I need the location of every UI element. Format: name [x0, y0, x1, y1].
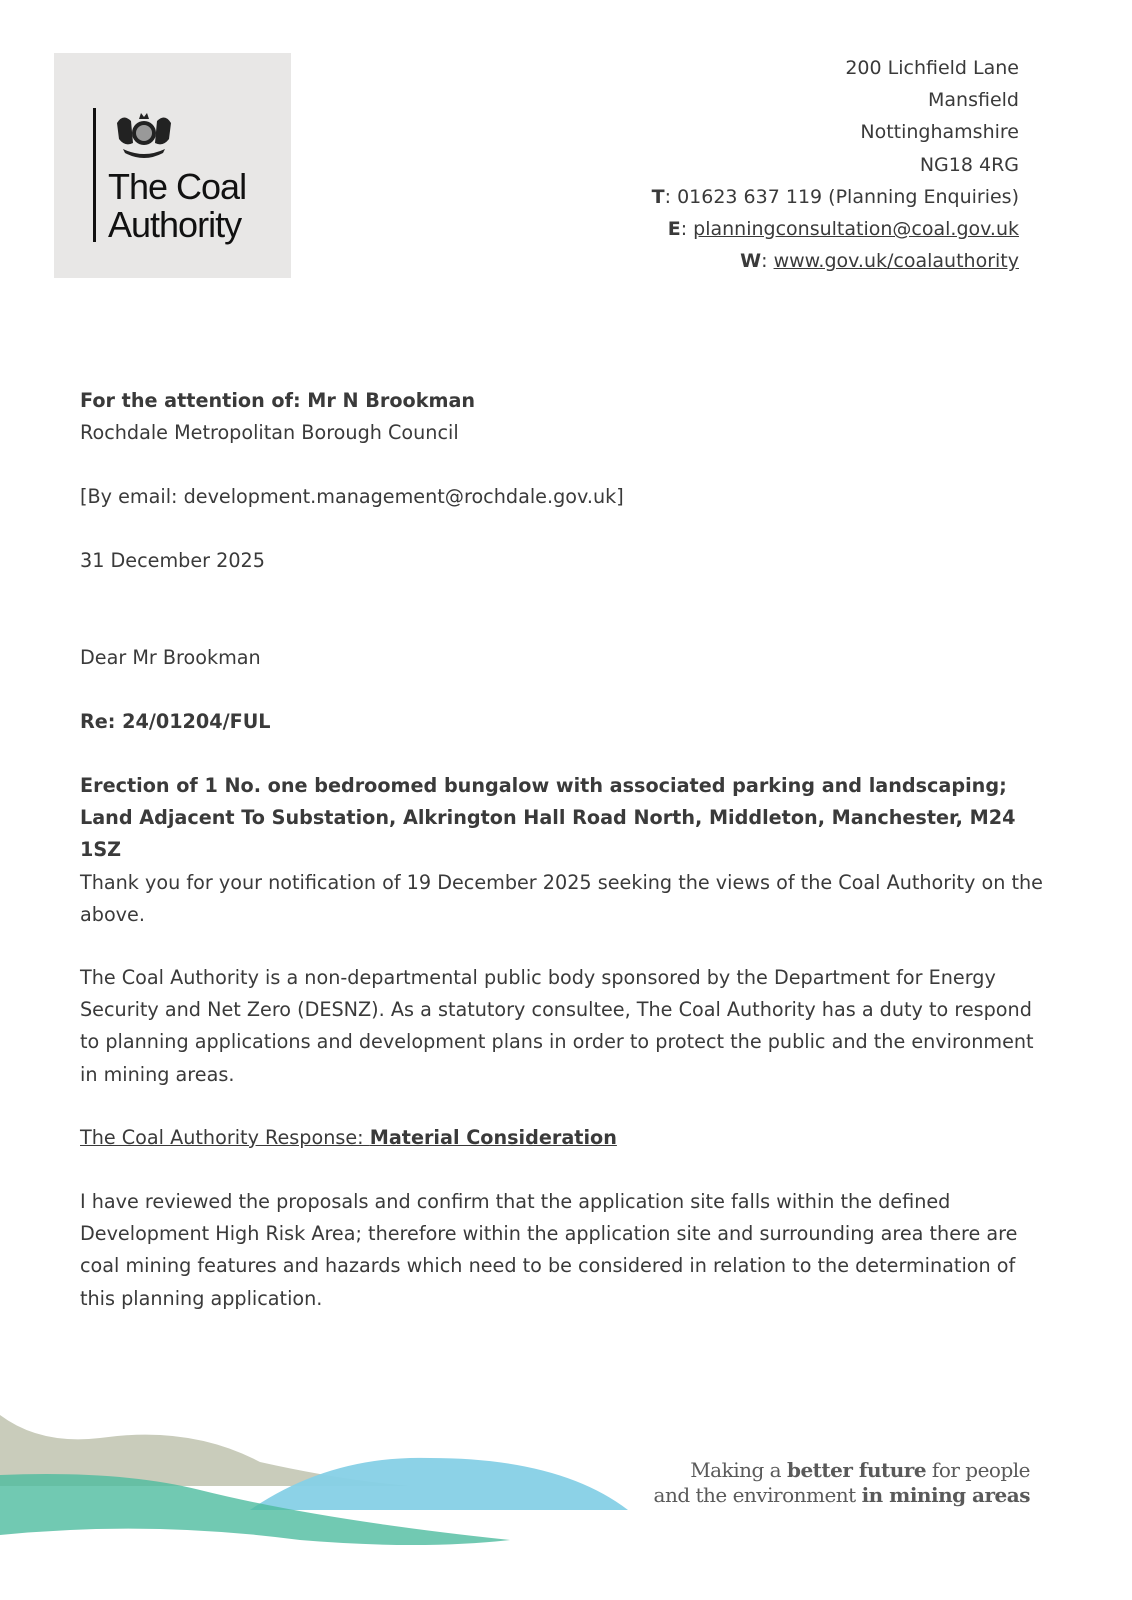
subject: Erection of 1 No. one bedroomed bungalow with associated parking and landscaping; Land Adjacent To Substation, Alkrington Hall Road North, Middleton, Manchester, M24 1SZ [80, 774, 1016, 862]
coal-authority-logo [54, 53, 291, 278]
response-heading [80, 1122, 1050, 1154]
paragraph-1: Thank you for your notification of 19 December 2025 seeking the views of the Coal Authority on the above. [80, 871, 1043, 927]
letter-date: 31 December 2025 [80, 549, 265, 572]
address-line: Nottinghamshire [860, 121, 1019, 144]
phone-label: T [651, 185, 665, 208]
by-email-line: [By email: development.management@rochdale.gov.uk] [80, 485, 624, 508]
tagline-bold: better future [786, 1458, 927, 1482]
address-line: 200 Lichfield Lane [845, 57, 1019, 79]
council-name: Rochdale Metropolitan Borough Council [80, 421, 459, 444]
email-line: E: planningconsultation@coal.gov.uk [667, 218, 1019, 241]
email-link[interactable]: planningconsultation@coal.gov.uk [693, 218, 1019, 241]
web-label: W [740, 250, 762, 273]
paragraph-3: I have reviewed the proposals and confirm that the application site falls within the defined Development High Risk Area; therefore within the application site and surrounding area there are coal mining features and hazards which need to be considered in relation to the determination of this planning application. [80, 1190, 1018, 1310]
tagline-part: Making a [690, 1458, 787, 1482]
reference: Re: 24/01204/FUL [80, 710, 271, 733]
email-label: E [667, 218, 681, 241]
web-line: W: www.gov.uk/coalauthority [740, 250, 1019, 273]
logo-text-line2: Authority [108, 204, 242, 245]
response-value: Material Consideration [369, 1126, 617, 1149]
phone-line: T: 01623 637 119 (Planning Enquiries) [651, 185, 1019, 208]
sender-address [652, 52, 1019, 277]
tagline-bold: in mining areas [861, 1483, 1030, 1507]
wave-blue [250, 1458, 628, 1510]
royal-coat-of-arms-icon [109, 103, 179, 163]
web-link[interactable]: www.gov.uk/coalauthority [773, 250, 1019, 273]
tagline-part: and the environment [653, 1483, 862, 1507]
salutation: Dear Mr Brookman [80, 646, 261, 669]
response-label: The Coal Authority Response: [80, 1126, 370, 1149]
logo-divider [93, 108, 96, 242]
attention-line: For the attention of: Mr N Brookman [80, 389, 476, 412]
address-line: Mansfield [928, 89, 1019, 112]
phone-number: 01623 637 119 (Planning Enquiries) [677, 185, 1019, 208]
footer-tagline [654, 1458, 1030, 1508]
paragraph-2: The Coal Authority is a non-departmental public body sponsored by the Department for Energy Security and Net Zero (DESNZ). As a statutory consultee, The Coal Authority has a duty to respond to planning applications and development plans in order to protect the public and the environment in mining areas. [80, 966, 1034, 1086]
footer-waves-graphic [0, 1400, 660, 1560]
tagline-part: for people [926, 1458, 1030, 1482]
logo-text-line1: The Coal [108, 166, 247, 207]
address-line: NG18 4RG [919, 153, 1019, 176]
